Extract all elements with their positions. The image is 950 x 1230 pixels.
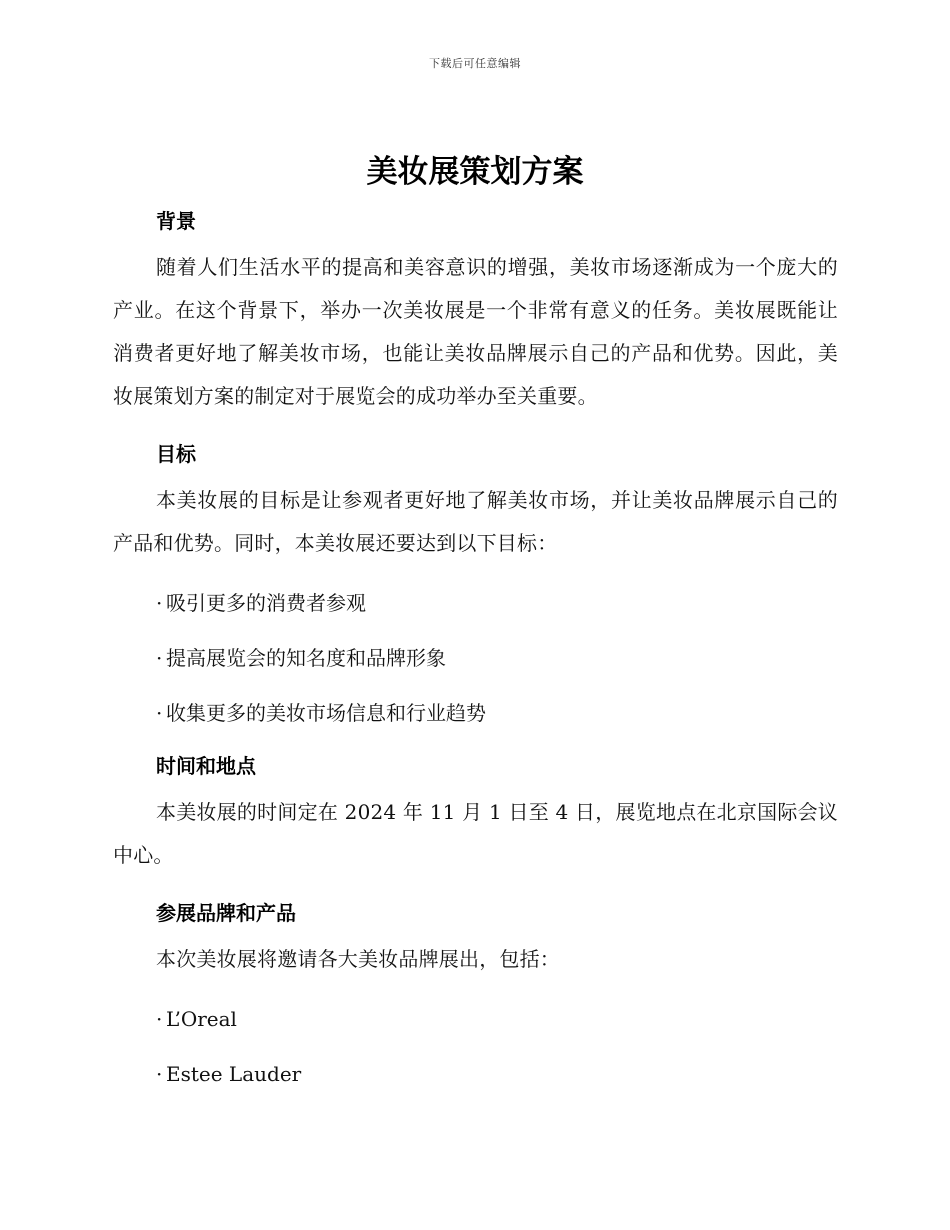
list-item-text: 吸引更多的消费者参观 — [166, 591, 366, 615]
goals-list — [113, 576, 838, 741]
page-title: 美妆展策划方案 — [366, 154, 584, 190]
list-item-text: Estee Lauder — [166, 1062, 302, 1086]
section-heading-goals: 目标 — [156, 442, 196, 466]
document-body — [113, 196, 838, 1102]
bullet-icon: · — [156, 701, 163, 725]
section-heading-time-location: 时间和地点 — [156, 754, 256, 778]
background-paragraph: 随着人们生活水平的提高和美容意识的增强，美妆市场逐渐成为一个庞大的产业。在这个背景下，举办一次美妆展是一个非常有意义的任务。美妆展既能让消费者更好地了解美妆市场，也能让美妆品牌展示自己的产品和优势。因此，美妆展策划方案的制定对于展览会的成功举办至关重要。 — [113, 255, 838, 408]
list-item — [113, 992, 838, 1047]
bullet-icon: · — [156, 646, 163, 670]
list-item — [113, 686, 838, 741]
bullet-icon: · — [156, 591, 163, 615]
section-heading-background: 背景 — [156, 209, 196, 233]
list-item — [113, 631, 838, 686]
list-item — [113, 576, 838, 631]
goals-paragraph: 本美妆展的目标是让参观者更好地了解美妆市场，并让美妆品牌展示自己的产品和优势。同时，本美妆展还要达到以下目标： — [113, 488, 838, 555]
list-item-text: L’Oreal — [166, 1007, 237, 1031]
bullet-icon: · — [156, 1007, 163, 1031]
list-item-text: 提高展览会的知名度和品牌形象 — [166, 646, 446, 670]
brands-list — [113, 992, 838, 1102]
bullet-icon: · — [156, 1062, 163, 1086]
time-location-paragraph: 本美妆展的时间定在 2024 年 11 月 1 日至 4 日，展览地点在北京国际会议中心。 — [113, 800, 838, 867]
section-heading-brands-products: 参展品牌和产品 — [156, 901, 296, 925]
brands-paragraph: 本次美妆展将邀请各大美妆品牌展出，包括： — [156, 947, 560, 971]
header-note: 下载后可任意编辑 — [429, 57, 521, 70]
list-item — [113, 1047, 838, 1102]
list-item-text: 收集更多的美妆市场信息和行业趋势 — [166, 701, 486, 725]
